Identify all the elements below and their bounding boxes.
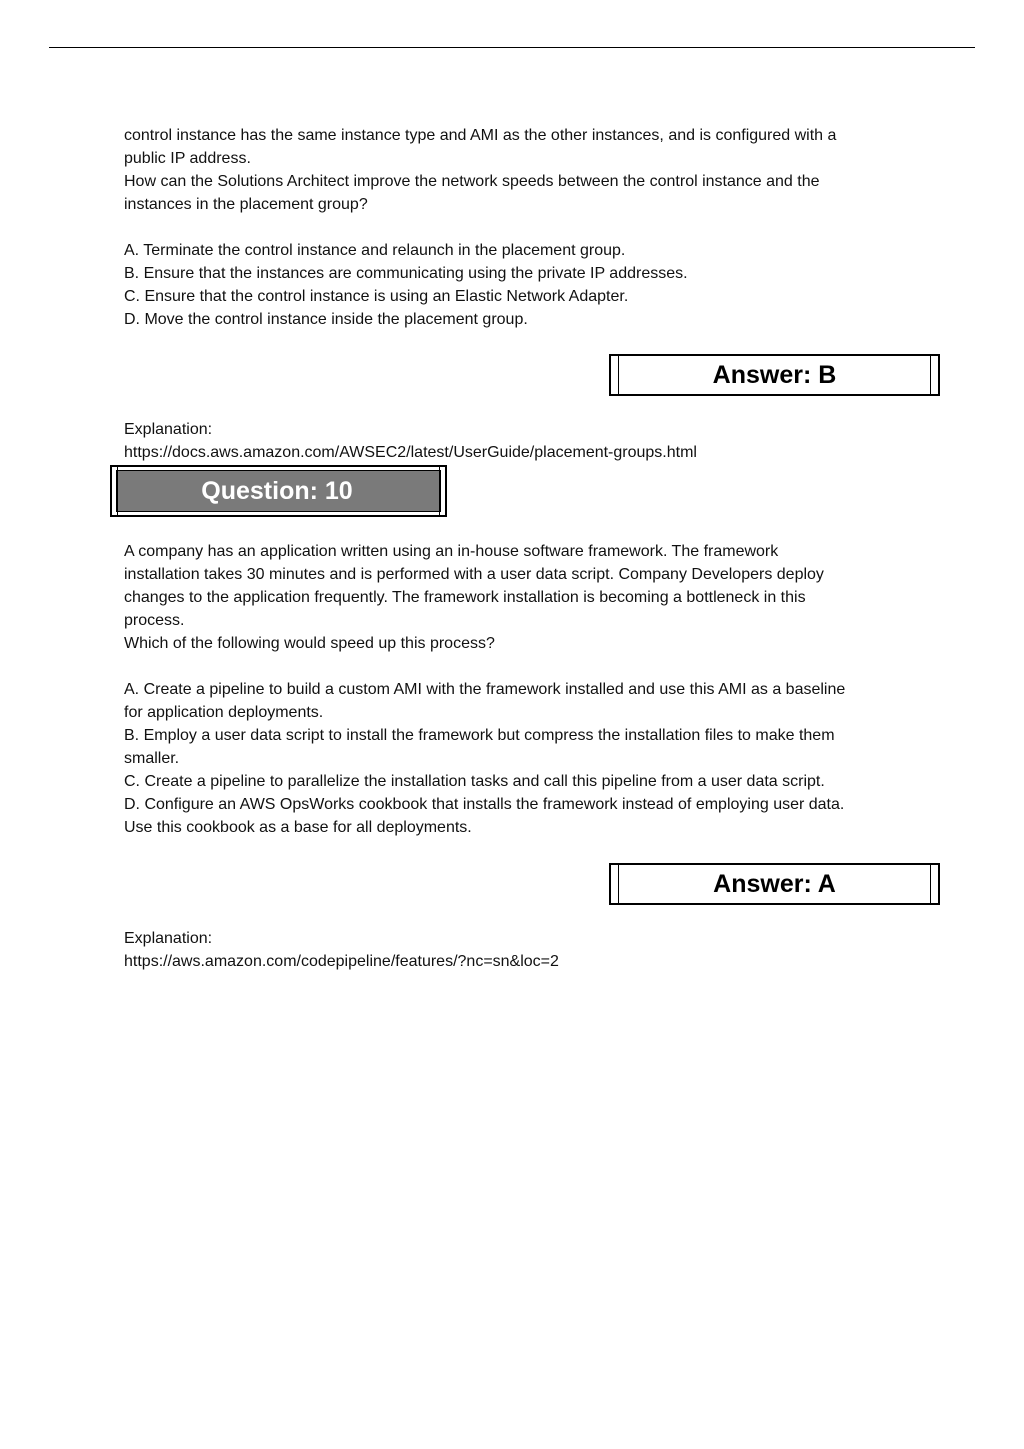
question-10-heading: Question: 10 [201, 476, 353, 505]
question-10-option-b: B. Employ a user data script to install the framework but compress the installation files to make them [124, 727, 835, 744]
question-9-option-d: D. Move the control instance inside the placement group. [124, 311, 528, 328]
question-10-answer: Answer: A [713, 869, 836, 898]
question-10-answer-box [609, 863, 940, 905]
question-10-option-d: D. Configure an AWS OpsWorks cookbook that installs the framework instead of employing user data. [124, 796, 845, 813]
question-9-option-c: C. Ensure that the control instance is using an Elastic Network Adapter. [124, 288, 629, 305]
question-10-option-a: A. Create a pipeline to build a custom AMI with the framework installed and use this AMI as a baseline [124, 681, 846, 698]
question-9-stem-line: How can the Solutions Architect improve the network speeds between the control instance and the [124, 173, 820, 190]
explanation-link: https://aws.amazon.com/codepipeline/features/?nc=sn&loc=2 [124, 953, 559, 970]
question-10-stem-line: process. [124, 612, 185, 629]
page-header-rule [49, 47, 975, 48]
question-10-option-b-cont: smaller. [124, 750, 180, 767]
question-9-answer: Answer: B [712, 360, 837, 389]
question-10-body [124, 540, 924, 839]
question-10-heading-box [110, 465, 447, 517]
question-10-option-a-cont: for application deployments. [124, 704, 324, 721]
question-10-stem-line: changes to the application frequently. The framework installation is becoming a bottleneck in this [124, 589, 806, 606]
question-9-body [124, 124, 924, 331]
question-9-option-b: B. Ensure that the instances are communicating using the private IP addresses. [124, 265, 688, 282]
question-10-stem-line: A company has an application written using an in-house software framework. The framework [124, 543, 779, 560]
question-9-explanation [124, 418, 924, 464]
question-10-stem-line: installation takes 30 minutes and is performed with a user data script. Company Developers deploy [124, 566, 824, 583]
question-9-option-a: A. Terminate the control instance and relaunch in the placement group. [124, 242, 626, 259]
question-9-answer-box [609, 354, 940, 396]
question-10-option-c: C. Create a pipeline to parallelize the installation tasks and call this pipeline from a user data script. [124, 773, 825, 790]
question-10-option-d-cont: Use this cookbook as a base for all deployments. [124, 819, 472, 836]
question-10-stem-line: Which of the following would speed up this process? [124, 635, 495, 652]
question-9-stem-line: instances in the placement group? [124, 196, 368, 213]
explanation-link: https://docs.aws.amazon.com/AWSEC2/latest/UserGuide/placement-groups.html [124, 444, 697, 461]
question-10-explanation [124, 927, 924, 973]
question-9-stem-line: public IP address. [124, 150, 251, 167]
question-9-stem-line: control instance has the same instance type and AMI as the other instances, and is configured with a [124, 127, 837, 144]
explanation-label: Explanation: [124, 930, 213, 947]
explanation-label: Explanation: [124, 421, 213, 438]
